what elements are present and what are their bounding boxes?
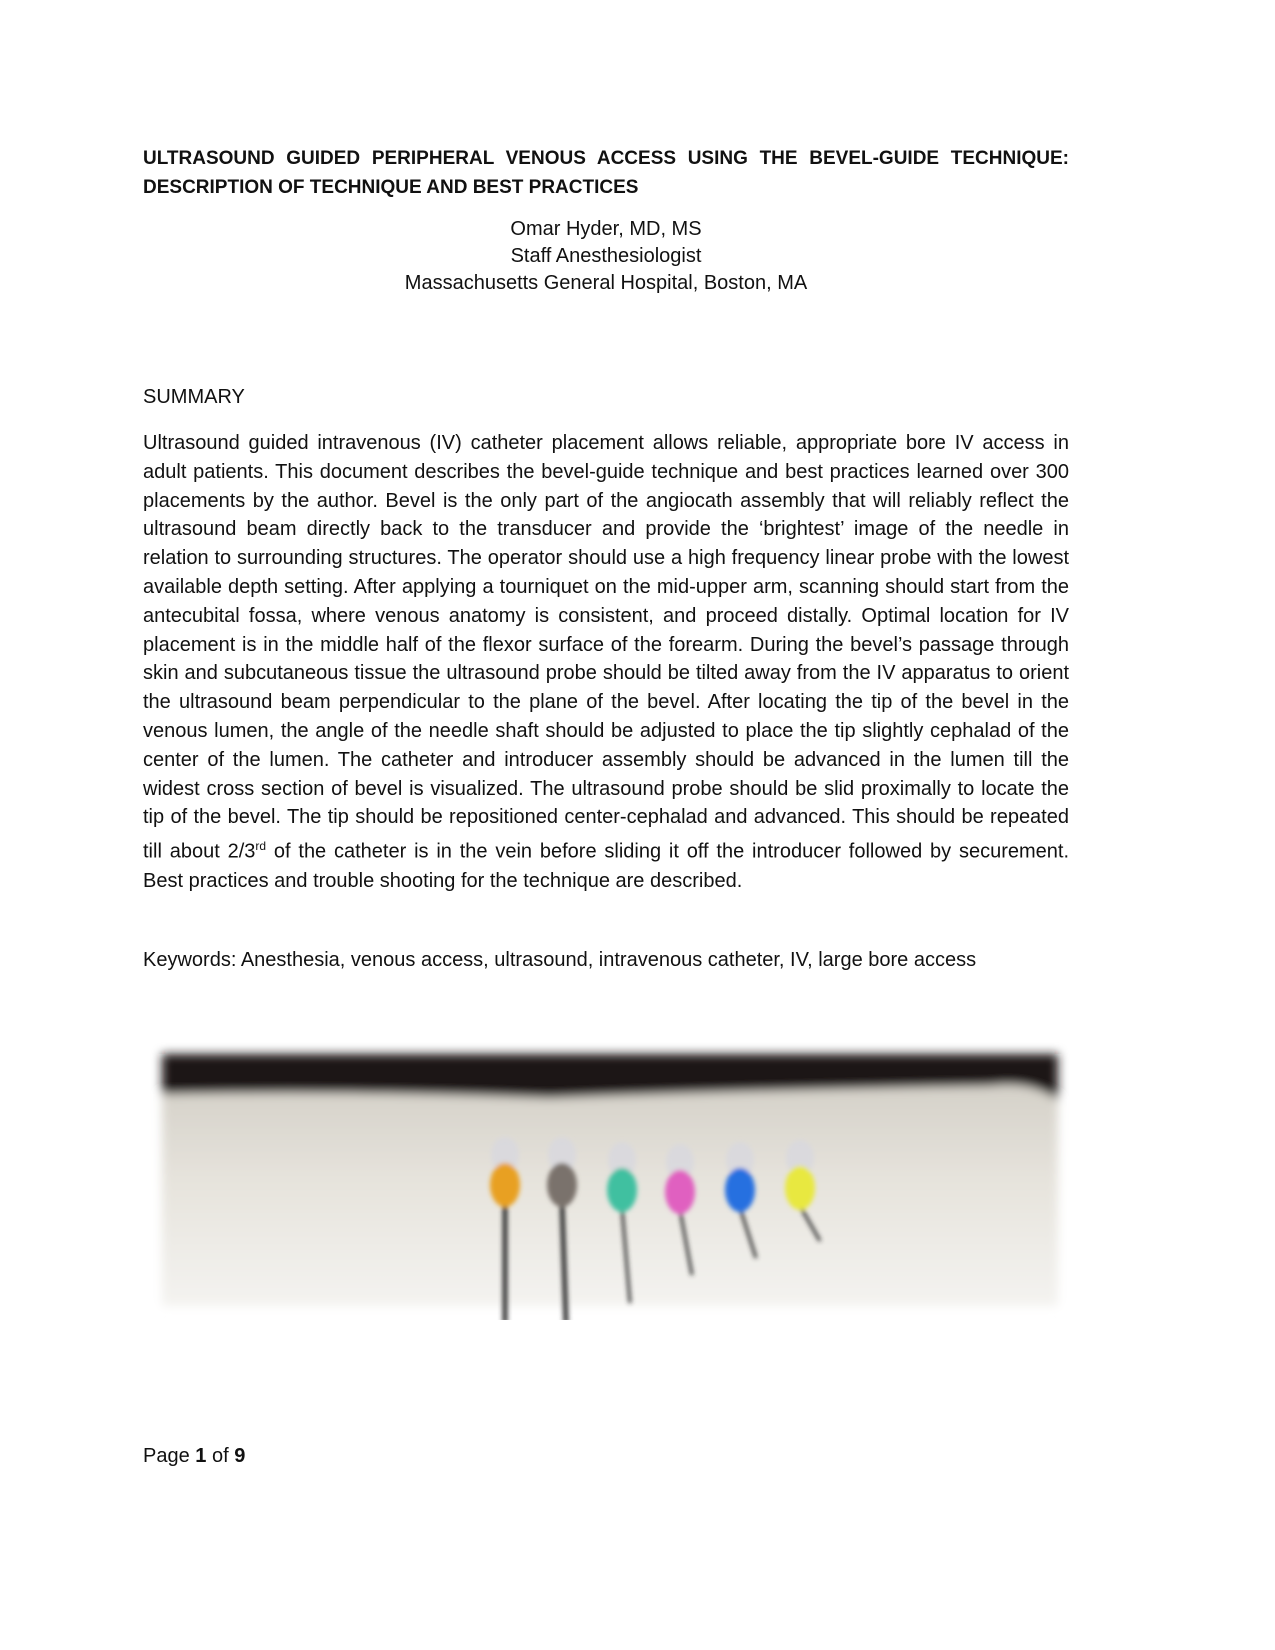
total-pages: 9	[234, 1445, 246, 1467]
document-title: ULTRASOUND GUIDED PERIPHERAL VENOUS ACCESS USING THE BEVEL-GUIDE TECHNIQUE: DESCRIPTION OF TECHNIQUE AND BEST PRACTICES	[143, 148, 1069, 198]
summary-heading: SUMMARY	[143, 386, 245, 408]
author-block	[143, 216, 1069, 297]
author-role: Staff Anesthesiologist	[510, 245, 702, 267]
superscript: rd	[255, 839, 267, 854]
iv-catheters-photo	[150, 1040, 1070, 1320]
of-label: of	[206, 1445, 235, 1467]
summary-text-end: of the catheter is in the vein before sliding it off the introducer followed by securement. Best practices and trouble shooting for the technique are described.	[143, 840, 1069, 892]
author-affiliation: Massachusetts General Hospital, Boston, MA	[404, 272, 808, 294]
page-label: Page	[143, 1445, 196, 1467]
page-number	[143, 1445, 245, 1468]
author-name: Omar Hyder, MD, MS	[510, 218, 702, 240]
summary-paragraph	[143, 429, 1069, 895]
summary-text: Ultrasound guided intravenous (IV) catheter placement allows reliable, appropriate bore IV access in adult patients. This document describes the bevel-guide technique and best practices learned over 300 placements by the author. Bevel is the only part of the angiocath assembly that will reliably reflect the ultrasound beam directly back to the transducer and provide the ‘brightest’ image of the needle in relation to surrounding structures. The operator should use a high frequency linear probe with the lowest available depth setting. After applying a tourniquet on the mid-upper arm, scanning should start from the antecubital fossa, where venous anatomy is consistent, and proceed distally. Optimal location for IV placement is in the middle half of the flexor surface of the forearm. During the bevel’s passage through skin and subcutaneous tissue the ultrasound probe should be tilted away from the IV apparatus to orient the ultrasound beam perpendicular to the plane of the bevel. After locating the tip of the bevel in the venous lumen, the angle of the needle shaft should be adjusted to place the tip slightly cephalad of the center of the lumen. The catheter and introducer assembly should be advanced in the lumen till the widest cross section of bevel is visualized. The ultrasound probe should be slid proximally to locate the tip of the bevel. The tip should be repositioned center-cephalad and advanced. This should be repeated till about 2/3	[143, 432, 1069, 863]
keywords: Keywords: Anesthesia, venous access, ultrasound, intravenous catheter, IV, large bore access	[143, 949, 977, 971]
current-page: 1	[195, 1445, 207, 1467]
